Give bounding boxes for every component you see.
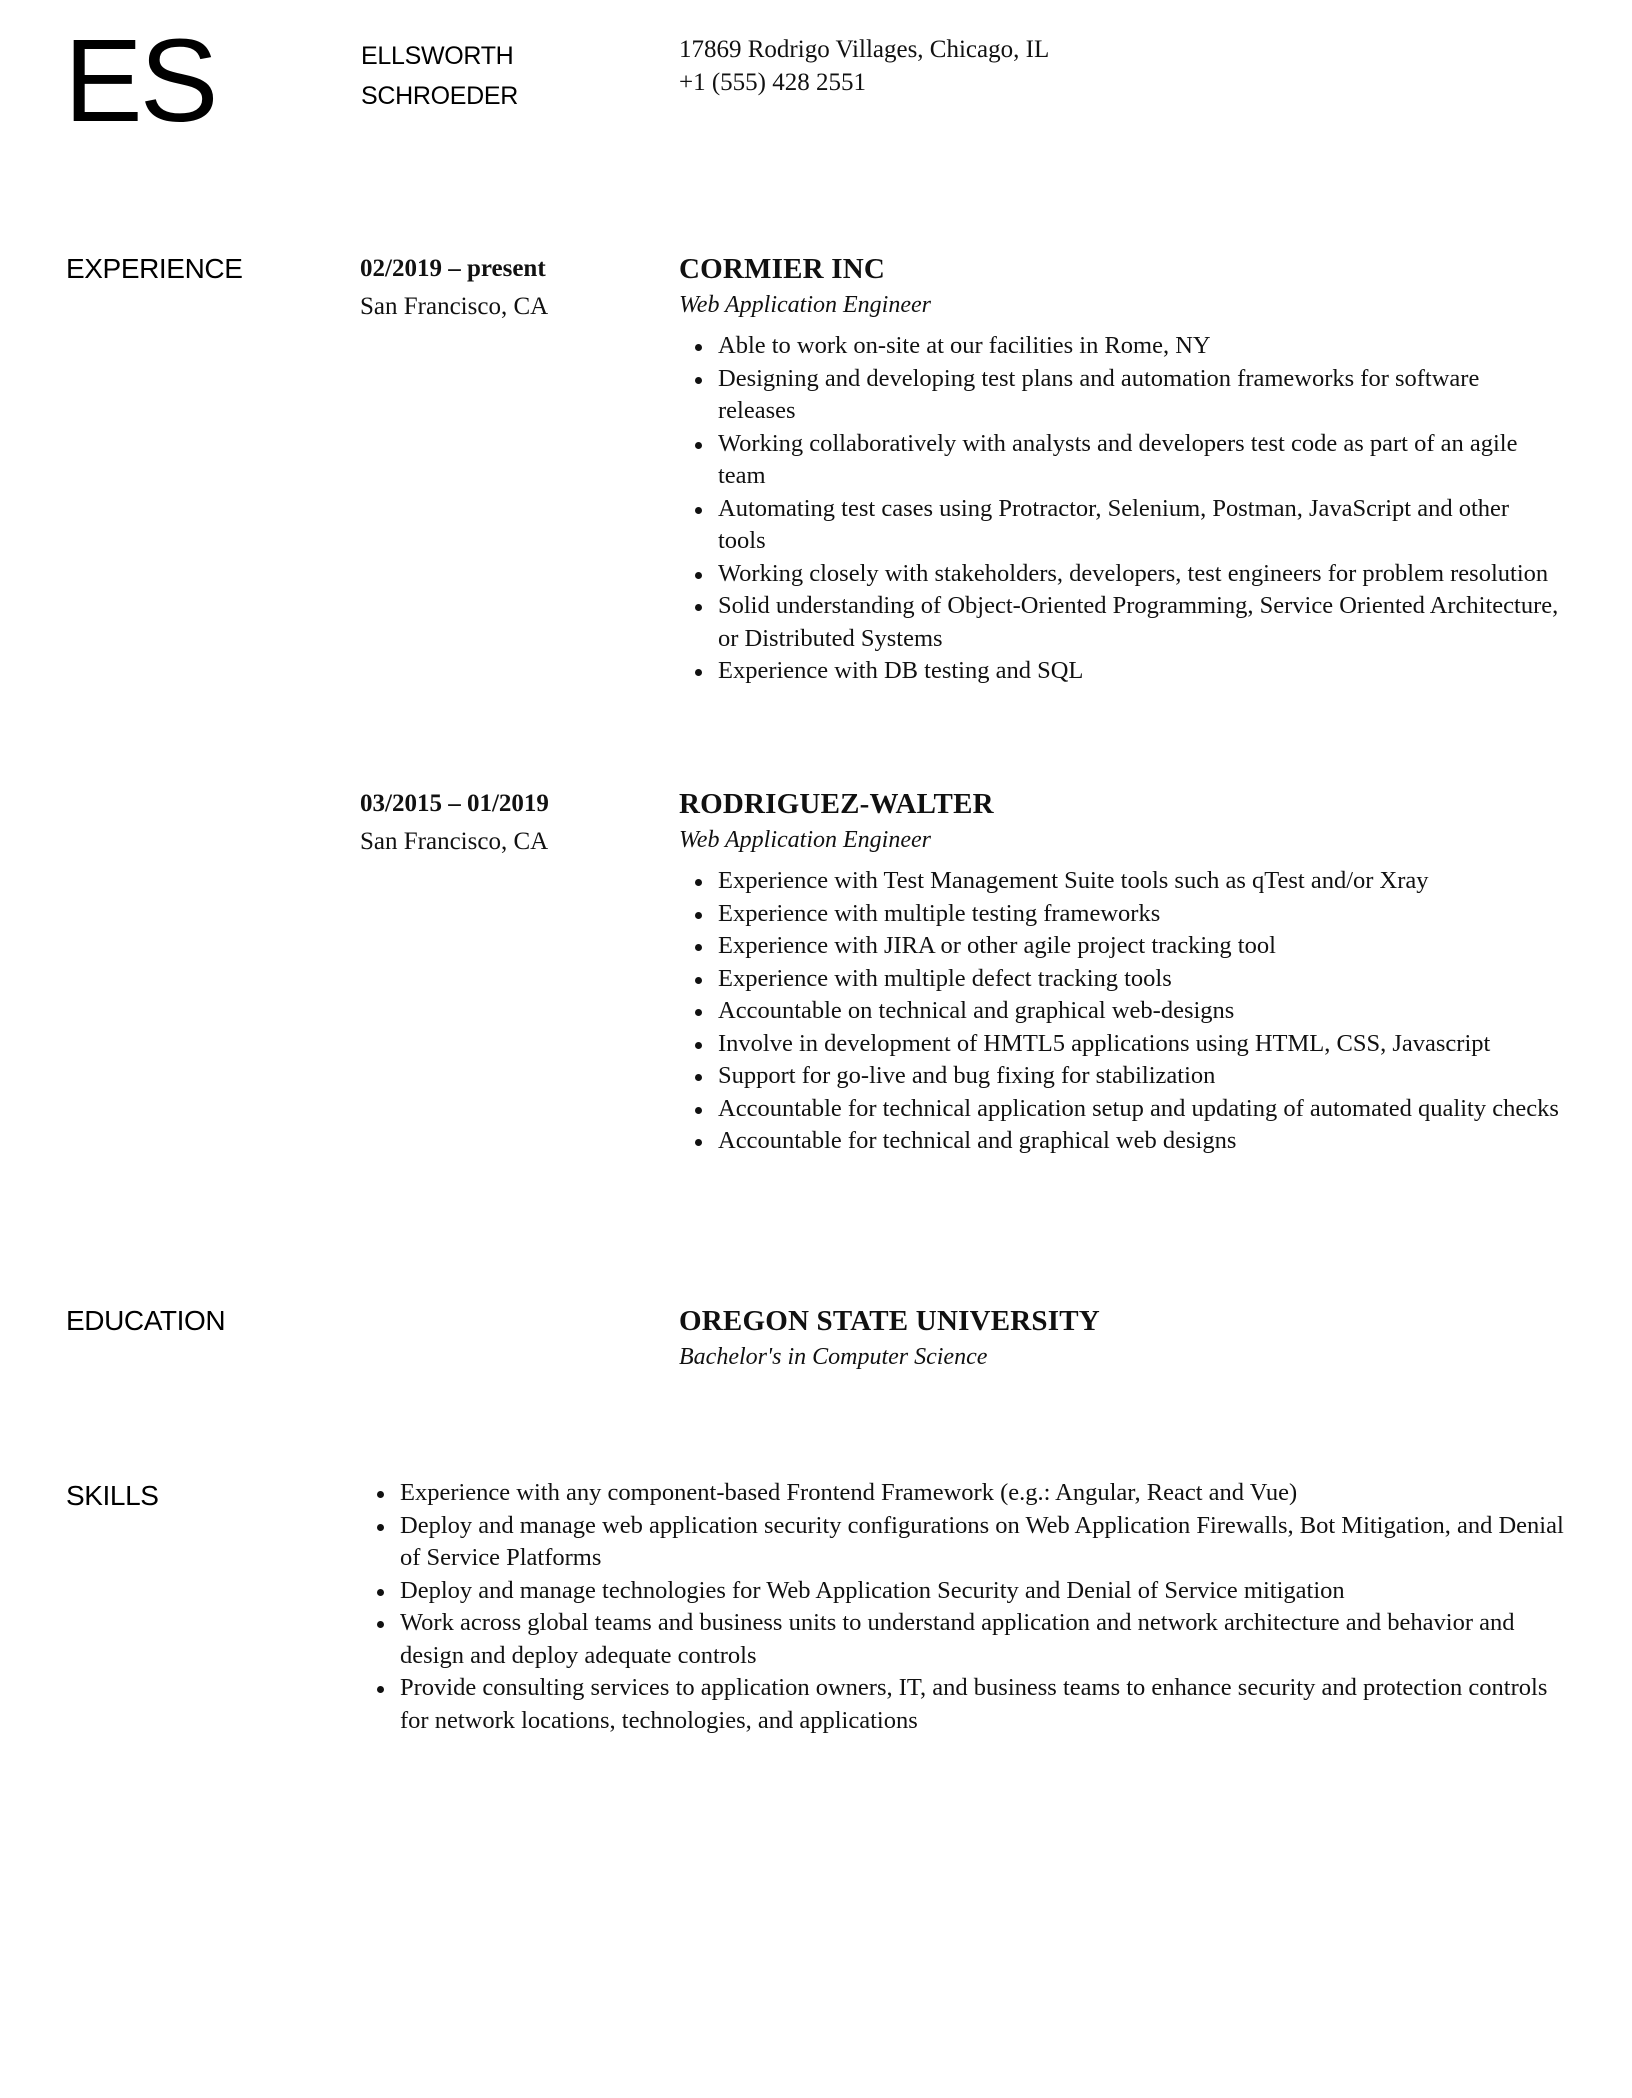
- job-bullets: [679, 865, 1559, 1158]
- list-item: Provide consulting services to application owners, IT, and business teams to enhance security and protection controls for network locations, technologies, and applications: [400, 1672, 1570, 1737]
- section-heading-experience: EXPERIENCE: [66, 253, 243, 284]
- list-item: Accountable for technical and graphical web designs: [718, 1125, 1559, 1158]
- list-item: Deploy and manage web application security configurations on Web Application Firewalls, Bot Mitigation, and Denial of Service Platforms: [400, 1510, 1570, 1575]
- list-item: Able to work on-site at our facilities in Rome, NY: [718, 330, 1559, 363]
- list-item: Solid understanding of Object-Oriented Programming, Service Oriented Architecture, or Distributed Systems: [718, 590, 1559, 655]
- job-dates-block: [360, 787, 549, 858]
- job-location: San Francisco, CA: [360, 293, 549, 320]
- list-item: Automating test cases using Protractor, Selenium, Postman, JavaScript and other tools: [718, 493, 1559, 558]
- job-entry: [679, 251, 1559, 688]
- list-item: Involve in development of HMTL5 applications using HTML, CSS, Javascript: [718, 1028, 1559, 1061]
- list-item: Experience with any component-based Frontend Framework (e.g.: Angular, React and Vue): [400, 1477, 1570, 1510]
- address: 17869 Rodrigo Villages, Chicago, IL: [679, 36, 1050, 63]
- contact-info: [679, 33, 1049, 99]
- list-item: Experience with JIRA or other agile project tracking tool: [718, 930, 1559, 963]
- list-item: Support for go-live and bug fixing for stabilization: [718, 1060, 1559, 1093]
- list-item: Designing and developing test plans and automation frameworks for software releases: [718, 363, 1559, 428]
- job-entry: [679, 786, 1559, 1158]
- company-name: CORMIER INC: [679, 253, 886, 285]
- job-bullets: [679, 330, 1559, 688]
- list-item: Experience with multiple defect tracking tools: [718, 963, 1559, 996]
- list-item: Accountable on technical and graphical web-designs: [718, 995, 1559, 1028]
- education-entry: [679, 1303, 1559, 1374]
- job-dates: 03/2015 – 01/2019: [360, 790, 549, 817]
- first-name: ELLSWORTH: [361, 42, 514, 70]
- last-name: SCHROEDER: [361, 82, 519, 110]
- section-heading-education: EDUCATION: [66, 1305, 226, 1336]
- list-item: Working closely with stakeholders, developers, test engineers for problem resolution: [718, 558, 1559, 591]
- skills-bullets: [400, 1477, 1570, 1737]
- list-item: Work across global teams and business units to understand application and network architecture and behavior and design and deploy adequate controls: [400, 1607, 1570, 1672]
- initials-monogram: ES: [64, 15, 216, 147]
- degree: Bachelor's in Computer Science: [679, 1344, 988, 1370]
- list-item: Accountable for technical application setup and updating of automated quality checks: [718, 1093, 1559, 1126]
- section-heading-skills: SKILLS: [66, 1480, 159, 1511]
- phone: +1 (555) 428 2551: [679, 69, 866, 96]
- job-location: San Francisco, CA: [360, 828, 549, 855]
- job-dates-block: [360, 252, 548, 323]
- list-item: Experience with multiple testing frameworks: [718, 898, 1559, 931]
- list-item: Experience with Test Management Suite tools such as qTest and/or Xray: [718, 865, 1559, 898]
- candidate-name: [361, 36, 518, 116]
- job-title: Web Application Engineer: [679, 827, 931, 853]
- skills-list: [400, 1477, 1570, 1737]
- school-name: OREGON STATE UNIVERSITY: [679, 1305, 1100, 1337]
- list-item: Experience with DB testing and SQL: [718, 655, 1559, 688]
- job-dates: 02/2019 – present: [360, 255, 546, 282]
- job-title: Web Application Engineer: [679, 292, 931, 318]
- list-item: Deploy and manage technologies for Web Application Security and Denial of Service mitigation: [400, 1575, 1570, 1608]
- list-item: Working collaboratively with analysts and developers test code as part of an agile team: [718, 428, 1559, 493]
- company-name: RODRIGUEZ-WALTER: [679, 788, 994, 820]
